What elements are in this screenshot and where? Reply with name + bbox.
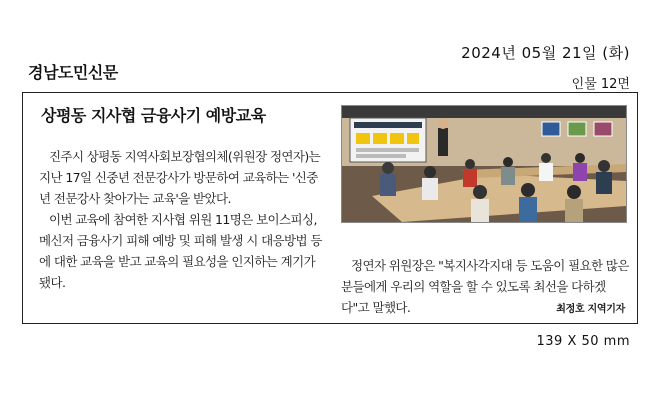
paragraph: 이번 교육에 참여한 지사협 위원 11명은 보이스피싱, 메신저 금융사기 피해 예방 및 피해 발생 시 대응방법 등에 대한 교육을 받고 교육의 필요성을 인지하는 계기가 됐다. <box>39 212 322 290</box>
page-info: 인물 12면 <box>571 77 630 92</box>
newspaper-name: 경남도민신문 <box>28 63 118 82</box>
article-clipping <box>22 92 638 324</box>
clipping-size: 139 X 50 mm <box>536 334 630 349</box>
paragraph: 진주시 상평동 지역사회보장협의체(위원장 정연자)는 지난 17일 신중년 전문강사가 방문하여 교육하는 '신중년 전문강사 찾아가는 교육'을 받았다. <box>39 149 321 206</box>
classroom-photo-icon <box>342 106 626 222</box>
article-photo <box>341 105 627 223</box>
headline: 상평동 지사협 금융사기 예방교육 <box>41 106 266 125</box>
article-body <box>39 146 329 293</box>
date: 2024년 05월 21일 (화) <box>461 44 630 62</box>
quote-text: 정연자 위원장은 "복지사각지대 등 도움이 필요한 많은 분들에게 우리의 역할을 할 수 있도록 최선을 다하겠다"고 말했다. <box>341 258 629 315</box>
byline: 최정호 지역기자 <box>556 304 625 315</box>
